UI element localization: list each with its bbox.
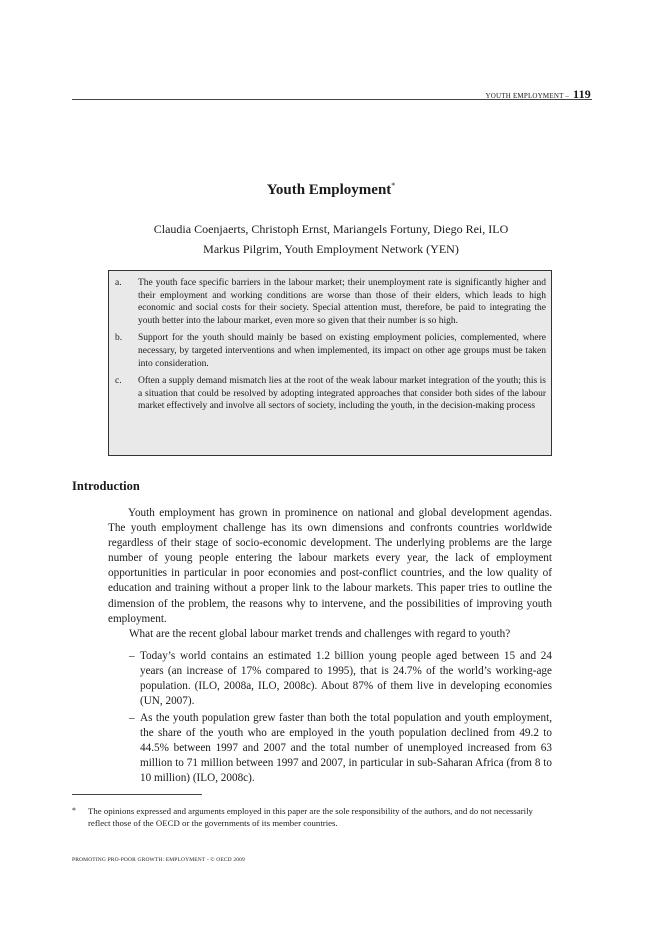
authors-line-2: Markus Pilgrim, Youth Employment Network (YEN) (203, 242, 459, 256)
page-title-text: Youth Employment (266, 182, 392, 198)
running-title: YOUTH EMPLOYMENT – (485, 92, 570, 100)
page-footer: PROMOTING PRO-POOR GROWTH: EMPLOYMENT - © OECD 2009 (72, 857, 245, 863)
page-number: 119 (573, 87, 591, 101)
bullet-item (129, 711, 552, 786)
section-heading-introduction: Introduction (72, 479, 140, 493)
header-rule (72, 99, 592, 100)
bullet-dash: – (129, 650, 135, 662)
summary-box (108, 270, 552, 456)
summary-item (115, 375, 546, 413)
bullet-text: As the youth population grew faster than both the total population and youth employment, the share of the youth who are employed in the youth population declined from 49.2 to 44.5% between 1997 and 2007 and the total number of unemployed increased from 63 million to 71 million between 1997 and 2007, in particular in sub-Saharan Africa (from 8 to 10 million) (ILO, 2008c). (140, 712, 552, 785)
summary-item-marker: b. (115, 333, 123, 344)
bullet-dash: – (129, 712, 135, 724)
summary-item-text: Support for the youth should mainly be based on existing employment policies, complemented, where necessary, by targeted interventions and when implemented, its impact on other age groups must be taken into consideration. (138, 333, 546, 369)
summary-item (115, 332, 546, 370)
body-paragraph: Youth employment has grown in prominence on national and global development agendas. The youth employment challenge has its own dimensions and confronts countries worldwide regardless of their stage of socio-economic development. The underlying problems are the large number of young people entering the labour markets every year, the lack of employment opportunities in particular in poor economies and post-conflict countries, and the low quality of education and training without a proper link to the labour markets. This paper tries to outline the dimension of the problem, the reasons why to intervene, and the possibilities of improving youth employment. (108, 507, 552, 625)
title-footnote-marker: * (391, 181, 396, 190)
summary-item-text: The youth face specific barriers in the labour market; their unemployment rate is significantly higher and their employment and working conditions are worse than those of their elders, which leads to high economic and social costs for their society. Special attention must, therefore, be paid to integrating the youth better into the labour market, even more so given that their number is so high. (138, 278, 546, 326)
bullet-text: Today’s world contains an estimated 1.2 billion young people aged between 15 and 24 years (an increase of 17% compared to 1995), that is 24.7% of the world’s working-age population. (ILO, 2008a, ILO, 2008c). About 87% of them live in developing economies (UN, 2007). (140, 650, 552, 708)
summary-item-text: Often a supply demand mismatch lies at the root of the weak labour market integration of the youth; this is a situation that could be resolved by adopting integrated approaches that consider both sides of the labour market effectively and involve all sectors of society, including the youth, in the decision-making process (138, 376, 546, 412)
footnote-marker: * (72, 806, 76, 815)
footnote (72, 805, 552, 829)
body-paragraph: What are the recent global labour market trends and challenges with regard to youth? (129, 628, 511, 640)
page-title (0, 181, 662, 199)
summary-item-marker: c. (115, 376, 122, 387)
summary-item (115, 277, 546, 327)
authors-line-1: Claudia Coenjaerts, Christoph Ernst, Mariangels Fortuny, Diego Rei, ILO (153, 222, 509, 236)
footnote-text: The opinions expressed and arguments employed in this paper are the sole responsibility of the authors, and do not necessarily reflect those of the OECD or the governments of its member countries. (88, 806, 533, 829)
summary-item-marker: a. (115, 278, 122, 288)
footnote-rule (72, 794, 202, 795)
bullet-item (129, 649, 552, 709)
